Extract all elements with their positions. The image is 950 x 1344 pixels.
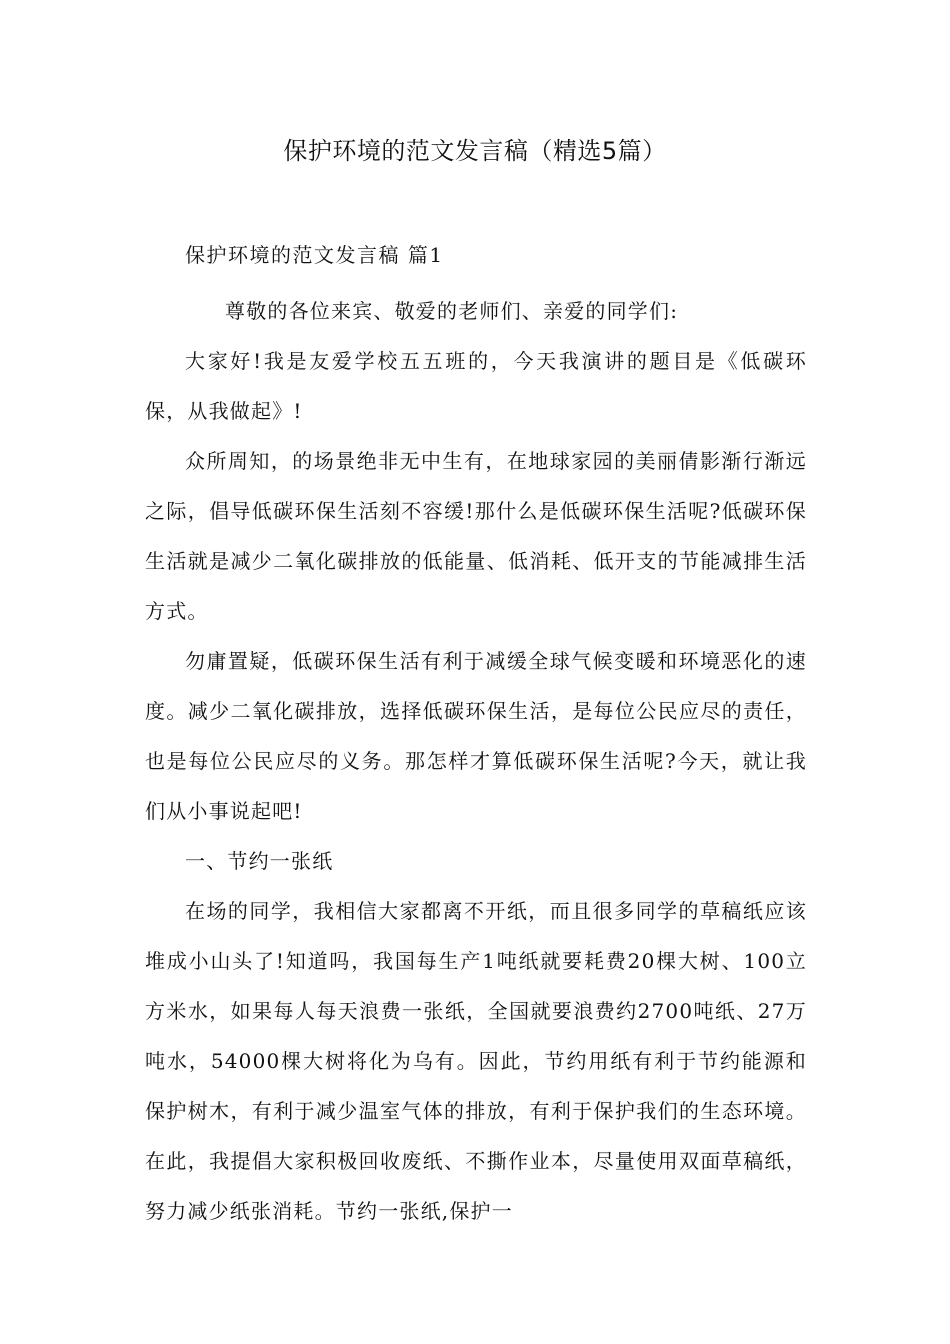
document-title: 保护环境的范文发言稿（精选5篇） — [283, 137, 667, 165]
paragraph: 大家好!我是友爱学校五五班的，今天我演讲的题目是《低碳环保，从我做起》! — [145, 349, 807, 423]
paragraph: 勿庸置疑，低碳环保生活有利于减缓全球气候变暖和环境恶化的速度。减少二氧化碳排放，选择低碳环保生活，是每位公民应尽的责任，也是每位公民应尽的义务。那怎样才算低碳环保生活呢?今天，就让我们从小事说起吧! — [145, 649, 807, 823]
document-body — [145, 230, 807, 1236]
subsection-heading: 一、节约一张纸 — [185, 849, 334, 873]
paragraph: 众所周知，的场景绝非无中生有，在地球家园的美丽倩影渐行渐远之际，倡导低碳环保生活刻不容缓!那什么是低碳环保生活呢?低碳环保生活就是减少二氧化碳排放的低能量、低消耗、低开支的节能减排生活方式。 — [145, 449, 807, 623]
paragraph-greeting: 尊敬的各位来宾、敬爱的老师们、亲爱的同学们: — [225, 299, 679, 323]
paragraph: 在场的同学，我相信大家都离不开纸，而且很多同学的草稿纸应该堆成小山头了!知道吗，我国每生产1吨纸就要耗费20棵大树、100立方米水，如果每人每天浪费一张纸，全国就要浪费约2700吨纸、27万吨水，54000棵大树将化为乌有。因此，节约用纸有利于节约能源和保护树木，有利于减少温室气体的排放，有利于保护我们的生态环境。在此，我提倡大家积极回收废纸、不撕作业本，尽量使用双面草稿纸，努力减少纸张消耗。节约一张纸,保护一 — [145, 899, 807, 1223]
section-heading: 保护环境的范文发言稿 篇1 — [185, 243, 444, 267]
